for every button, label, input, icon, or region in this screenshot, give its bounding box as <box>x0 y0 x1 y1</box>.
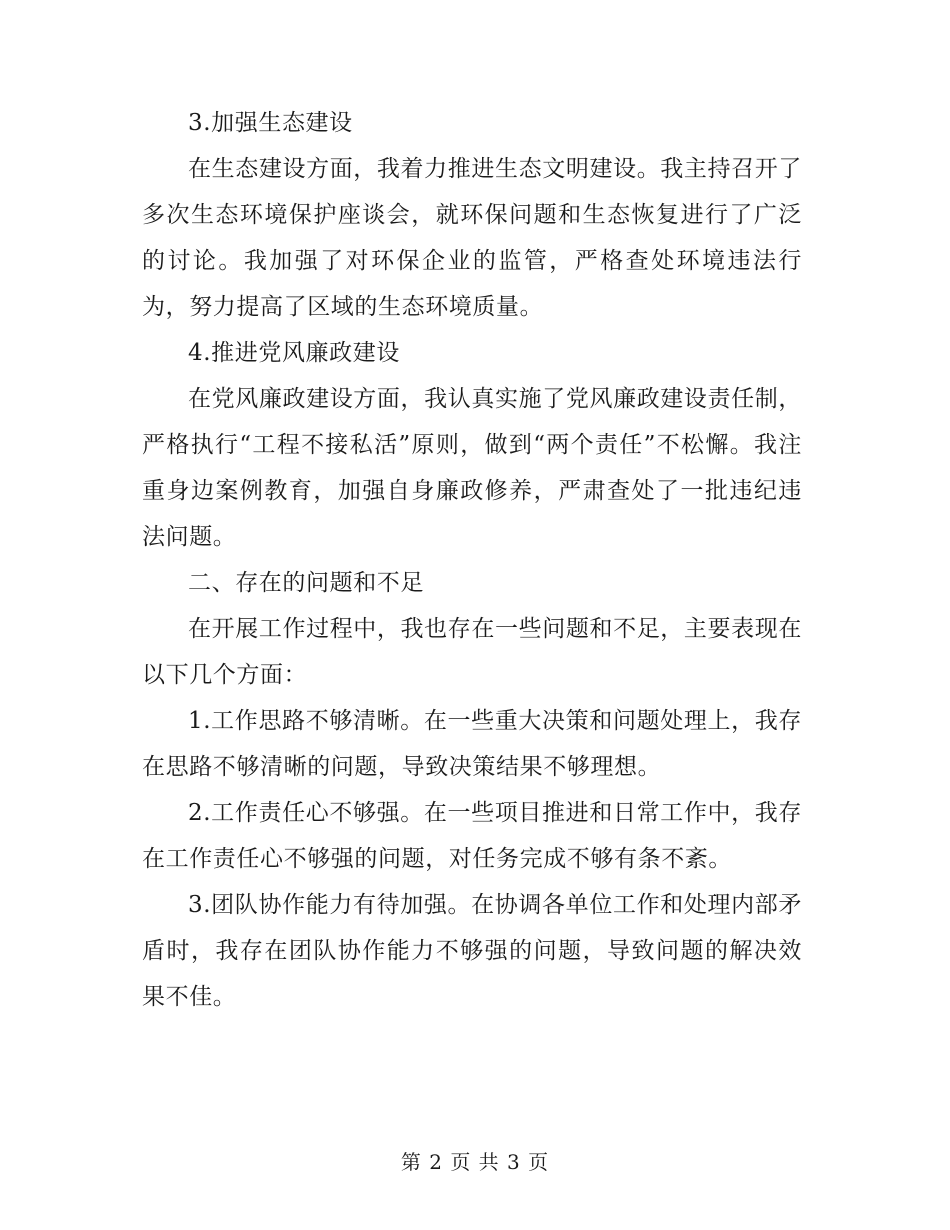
section-heading-problems: 二、存在的问题和不足 <box>188 570 424 596</box>
document-body <box>142 100 802 1020</box>
paragraph-integrity: 在党风廉政建设方面，我认真实施了党风廉政建设责任制，严格执行“工程不接私活”原则，做到“两个责任”不松懈。我注重身边案例教育，加强自身廉政修养，严肃查处了一批违纪违法问题。 <box>142 386 802 550</box>
paragraph-problems-intro: 在开展工作过程中，我也存在一些问题和不足，主要表现在以下几个方面： <box>142 616 802 688</box>
section-heading-ecology: 3.加强生态建设 <box>188 110 353 136</box>
list-item-problem-3: 3.团队协作能力有待加强。在协调各单位工作和处理内部矛盾时，我存在团队协作能力不够强的问题，导致问题的解决效果不佳。 <box>142 892 802 1010</box>
paragraph-ecology: 在生态建设方面，我着力推进生态文明建设。我主持召开了多次生态环境保护座谈会，就环保问题和生态恢复进行了广泛的讨论。我加强了对环保企业的监管，严格查处环境违法行为，努力提高了区域的生态环境质量。 <box>142 156 802 320</box>
list-item-problem-2: 2.工作责任心不够强。在一些项目推进和日常工作中，我存在工作责任心不够强的问题，对任务完成不够有条不紊。 <box>142 800 802 872</box>
page-number-footer: 第 2 页 共 3 页 <box>400 1150 550 1174</box>
section-heading-integrity: 4.推进党风廉政建设 <box>188 340 400 366</box>
list-item-problem-1: 1.工作思路不够清晰。在一些重大决策和问题处理上，我存在思路不够清晰的问题，导致决策结果不够理想。 <box>142 708 802 780</box>
